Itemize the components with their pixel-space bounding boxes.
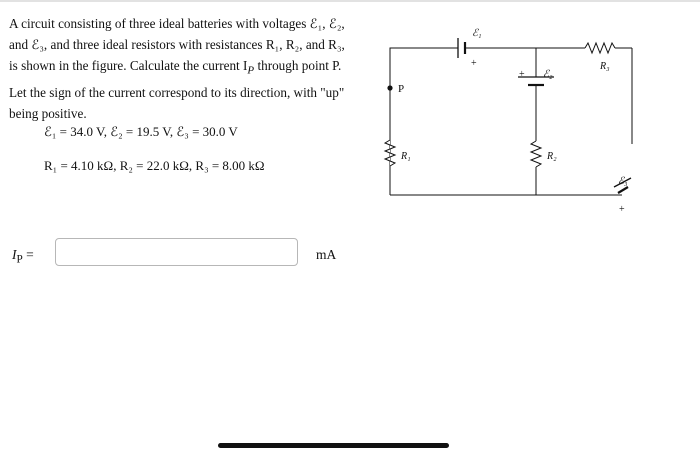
problem-statement xyxy=(9,13,349,124)
point-p-dot xyxy=(387,85,392,90)
e2-label: ℰ₂ xyxy=(543,69,553,80)
point-p-label: P xyxy=(398,83,405,95)
e3-label: ℰ₃ xyxy=(618,176,628,187)
r1-resistor xyxy=(385,140,395,166)
e2-plus: + xyxy=(519,69,525,80)
circuit-diagram xyxy=(370,20,670,230)
r3-label: R₃ xyxy=(600,61,610,72)
battery-voltages: ℰ₁ = 34.0 V, ℰ₂ = 19.5 V, ℰ₃ = 30.0 V xyxy=(44,124,238,139)
answer-label-symbol: I xyxy=(12,247,17,262)
e3-plate-short xyxy=(618,187,628,193)
e3-plus: + xyxy=(619,204,625,215)
r2-label: R₂ xyxy=(547,151,557,162)
wire-left-top xyxy=(390,48,458,195)
problem-intro: A circuit consisting of three ideal batteries with voltages ℰ₁, ℰ₂, and ℰ₃, and three ideal resistors with resistances R₁, R₂, and R₃, is shown in the figure. Calculate the current I xyxy=(9,16,345,73)
r3-resistor xyxy=(585,43,615,53)
problem-subscript: P xyxy=(247,64,255,77)
problem-rest: through point P. Let the sign of the current correspond to its direction, with "up" being positive. xyxy=(9,58,345,121)
resistor-values: R₁ = 4.10 kΩ, R₂ = 22.0 kΩ, R₃ = 8.00 kΩ xyxy=(44,158,265,173)
home-indicator[interactable] xyxy=(218,443,449,448)
e1-label: ℰ₁ xyxy=(472,28,482,39)
answer-label xyxy=(12,247,34,266)
unit-label: mA xyxy=(316,247,337,262)
e1-plus: + xyxy=(471,58,477,69)
current-answer-input[interactable] xyxy=(55,238,298,266)
answer-label-equals: = xyxy=(22,247,34,262)
top-border xyxy=(0,0,700,2)
r1-label: R₁ xyxy=(401,151,411,162)
answer-label-sub: P xyxy=(16,253,23,266)
r2-resistor xyxy=(531,141,541,167)
